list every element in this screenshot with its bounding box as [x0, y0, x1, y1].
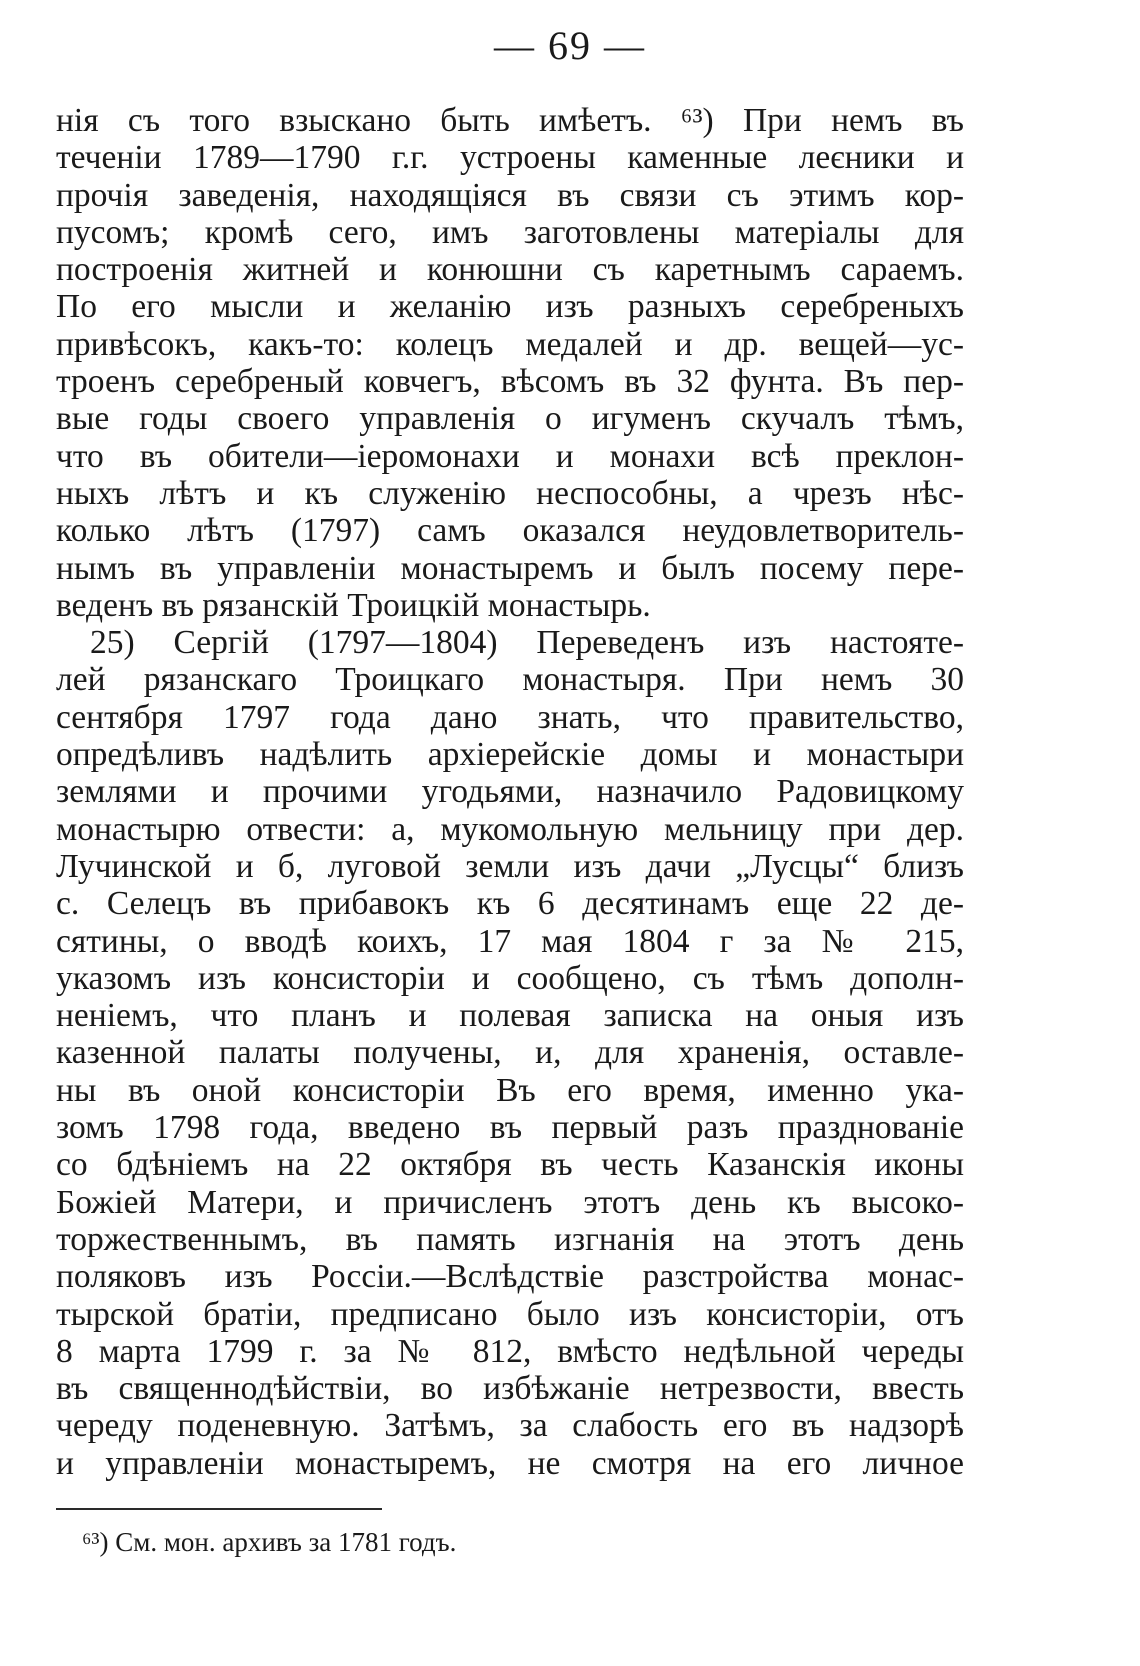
text-line: торжественнымъ, въ память изгнанія на этотъ день: [56, 1220, 964, 1258]
text-line: и управленіи монастыремъ, не смотря на его личное: [56, 1444, 964, 1482]
text-line: указомъ изъ консисторіи и сообщено, съ тѣмъ дополн-: [56, 959, 964, 997]
text-line: нія съ того взыскано быть имѣетъ. ⁶³) При немъ въ: [56, 102, 964, 139]
text-line: привѣсокъ, какъ-то: колецъ медалей и др. вещей—ус-: [56, 325, 964, 363]
text-line: монастырю отвести: а, мукомольную мельницу при дер.: [56, 810, 964, 848]
text-line: По его мысли и желанію изъ разныхъ серебреныхъ: [56, 288, 964, 326]
text-line: сентября 1797 года дано знать, что правительство,: [56, 698, 964, 736]
text-line: сятины, о вводѣ коихъ, 17 мая 1804 г за № 215,: [56, 922, 964, 960]
text-line: зомъ 1798 года, введено въ первый разъ празднованіе: [56, 1109, 964, 1147]
text-line: прочія заведенія, находящіяся въ связи съ этимъ кор-: [56, 176, 964, 214]
text-line: пусомъ; кромѣ сего, имъ заготовлены матеріалы для: [56, 213, 964, 251]
text-line: со бдѣніемъ на 22 октября въ честь Казанскія иконы: [56, 1146, 964, 1184]
text-line: ны въ оной консисторіи Въ его время, именно ука-: [56, 1071, 964, 1109]
text-line: землями и прочими угодьями, назначило Радовицкому: [56, 773, 964, 811]
text-line: череду поденевную. Затѣмъ, за слабость его въ надзорѣ: [56, 1407, 964, 1445]
footnote-divider: [56, 1508, 382, 1510]
text-line: Божіей Матери, и причисленъ этотъ день къ высоко-: [56, 1183, 964, 1221]
text-line: построенія житней и конюшни съ каретнымъ сараемъ.: [56, 251, 964, 289]
main-text: [56, 102, 964, 1482]
text-line: теченіи 1789—1790 г.г. устроены каменные леєники и: [56, 139, 964, 177]
text-line: 25) Сергій (1797—1804) Переведенъ изъ настояте-: [90, 624, 964, 662]
text-line: тырской братіи, предписано было изъ консисторіи, отъ: [56, 1295, 964, 1333]
text-line: нымъ въ управленіи монастыремъ и былъ посему пере-: [56, 549, 964, 587]
text-line: поляковъ изъ Россіи.—Вслѣдствіе разстройства монас-: [56, 1258, 964, 1296]
footnote: ⁶³) См. мон. архивъ за 1781 годъ.: [82, 1527, 457, 1557]
text-line: лей рязанскаго Троицкаго монастыря. При немъ 30: [56, 661, 964, 699]
text-line: въ священнодѣйствіи, во избѣжаніе нетрезвости, ввесть: [56, 1370, 964, 1408]
text-line: троенъ серебреный ковчегъ, вѣсомъ въ 32 фунта. Въ пер-: [56, 363, 964, 401]
text-line: веденъ въ рязанскій Троицкій монастырь.: [56, 586, 651, 624]
text-line: Лучинской и б, луговой земли изъ дачи „Лусцы“ близъ: [56, 847, 964, 885]
text-line: опредѣливъ надѣлить архіерейскіе домы и монастыри: [56, 736, 964, 774]
page-number: — 69 —: [494, 23, 646, 68]
text-line: что въ обители—іеромонахи и монахи всѣ преклон-: [56, 437, 964, 475]
text-line: колько лѣтъ (1797) самъ оказался неудовлетворитель-: [56, 512, 964, 550]
text-line: вые годы своего управленія о игуменъ скучалъ тѣмъ,: [56, 400, 964, 438]
text-line: неніемъ, что планъ и полевая записка на оныя изъ: [56, 997, 964, 1035]
text-line: казенной палаты получены, и, для храненія, оставле-: [56, 1034, 964, 1072]
text-line: 8 марта 1799 г. за № 812, вмѣсто недѣльной череды: [56, 1332, 964, 1370]
text-line: ныхъ лѣтъ и къ служенію неспособны, а чрезъ нѣс-: [56, 474, 964, 512]
text-line: с. Селецъ въ прибавокъ къ 6 десятинамъ еще 22 де-: [56, 885, 964, 923]
